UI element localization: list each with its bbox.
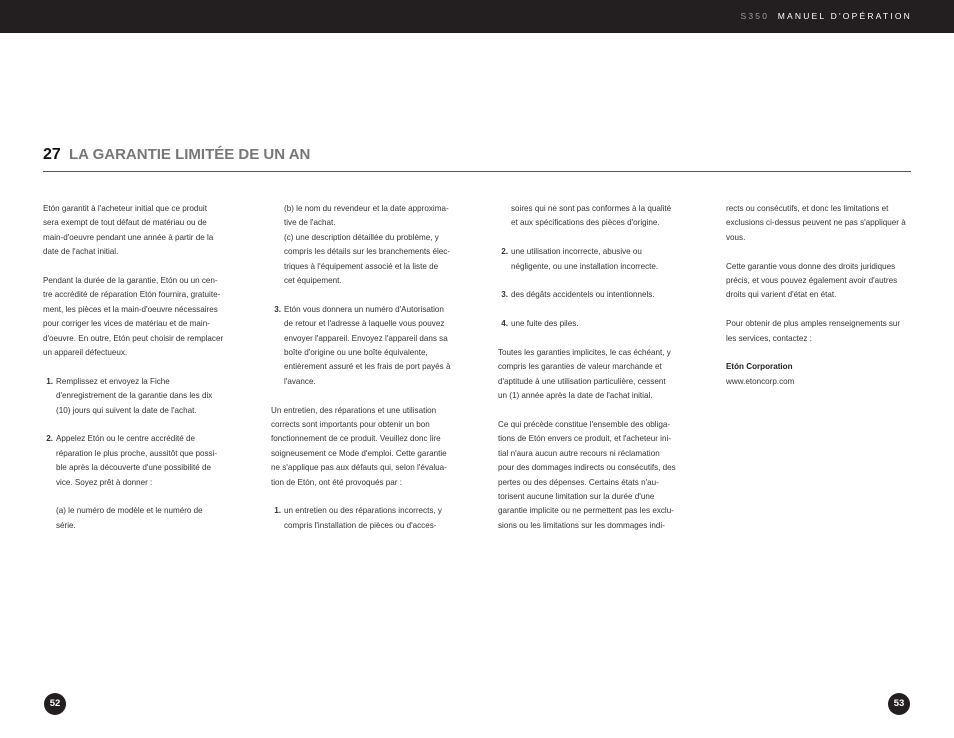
list-item: 3. Etón vous donnera un numéro d'Autorisation de retour et l'adresse à laquelle vous pouvez envoyer l'appareil. Envoyez l'appareil dans sa boîte d'origine ou une boîte équivalente, entièrement assuré et les frais de port payés à l'avance. [274,304,451,386]
sub-item: (b) le nom du revendeur et la date approxima- tive de l'achat. [284,204,449,228]
list-item: 2. Appelez Etón ou le centre accrédité de réparation le plus proche, aussitôt que possi- ble après la découverte d'une possibilité de vice. Soyez prêt à donner : [46,434,218,487]
page-number-left: 52 [44,693,66,715]
paragraph: Cette garantie vous donne des droits juridiques précis, et vous pouvez également avoir d'autres droits qui varient d'état en état. [726,261,898,300]
text-column-1 [43,202,233,533]
header-model: S350 [740,11,770,21]
paragraph: Pour obtenir de plus amples renseignements sur les services, contactez : [726,319,901,343]
list-item: 1. un entretien ou des réparations incorrects, y compris l'installation de pièces ou d'acces- [274,506,442,530]
paragraph: Etón garantit à l'acheteur initial que ce produit sera exempt de tout défaut de matériau ou de main-d'oeuvre pendant une année à partir de la date de l'achat initial. [43,204,214,257]
header-bar [0,0,954,33]
section-title [43,146,310,164]
paragraph: Toutes les garanties implicites, le cas échéant, y compris les garanties de valeur marchande et d'aptitude à une utilisation particulière, cessent un (1) année après la date de l'achat initial. [498,348,671,401]
sub-item: (c) une description détaillée du problème, y compris les détails sur les branchements élec- triques à l'équipement associé et la liste de cet équipement. [284,232,450,286]
text-column-4 [726,202,916,389]
list-item: 3. des dégâts accidentels ou intentionnels. [501,290,655,300]
section-number: 27 [43,146,61,163]
company-website[interactable]: www.etoncorp.com [726,376,795,386]
title-divider [43,171,911,172]
list-item-continued: soires qui ne sont pas conformes à la qualité et aux spécifications des pièces d'origine. [511,204,672,228]
paragraph: rects ou consécutifs, et donc les limitations et exclusions ci-dessus peuvent ne pas s'appliquer à vous. [726,204,906,242]
company-name: Etón Corporation [726,362,793,372]
text-column-3 [498,202,688,533]
list-item: 1. Remplissez et envoyez la Fiche d'enregistrement de la garantie dans les dix (10) jours qui suivent la date de l'achat. [46,376,213,415]
list-item: 4. une fuite des piles. [501,319,579,329]
section-title-text: LA GARANTIE LIMITÉE DE UN AN [68,146,311,163]
list-item: 2. une utilisation incorrecte, abusive ou négligente, ou une installation incorrecte. [501,247,659,271]
header-text [741,11,912,21]
page-number-right: 53 [888,693,910,715]
paragraph: Ce qui précède constitue l'ensemble des obliga- tions de Etón envers ce produit, et l'acheteur ini- tial n'aura aucun autre recours ni réclamation pour des dommages indirects ou consécutifs, des pertes ou des dépenses. Certains états n'au- torisent aucune limitation sur la durée d'une garantie implicite ou ne permettent pas les exclu- sions ou les limitations sur les dommages indi- [498,420,676,530]
paragraph: Un entretien, des réparations et une utilisation corrects sont importants pour obtenir un bon fonctionnement de ce produit. Veuillez donc lire soigneusement ce Mode d'emploi. Cette garantie ne s'applique pas aux défauts qui, selon l'évalua- tion de Etón, ont été provoqués par : [271,405,447,487]
sub-item: (a) le numéro de modèle et le numéro de série. [56,506,203,530]
paragraph: Pendant la durée de la garantie, Etón ou un cen- tre accrédité de réparation Etón fournira, gratuite- ment, les pièces et la main-d'oeuvre nécessaires pour corriger les vices de matériau et de main- d'oeuvre. En outre, Etón peut choisir de remplacer un appareil défectueux. [43,276,224,358]
text-column-2 [271,202,461,533]
header-label: MANUEL D'OPÉRATION [777,11,912,21]
